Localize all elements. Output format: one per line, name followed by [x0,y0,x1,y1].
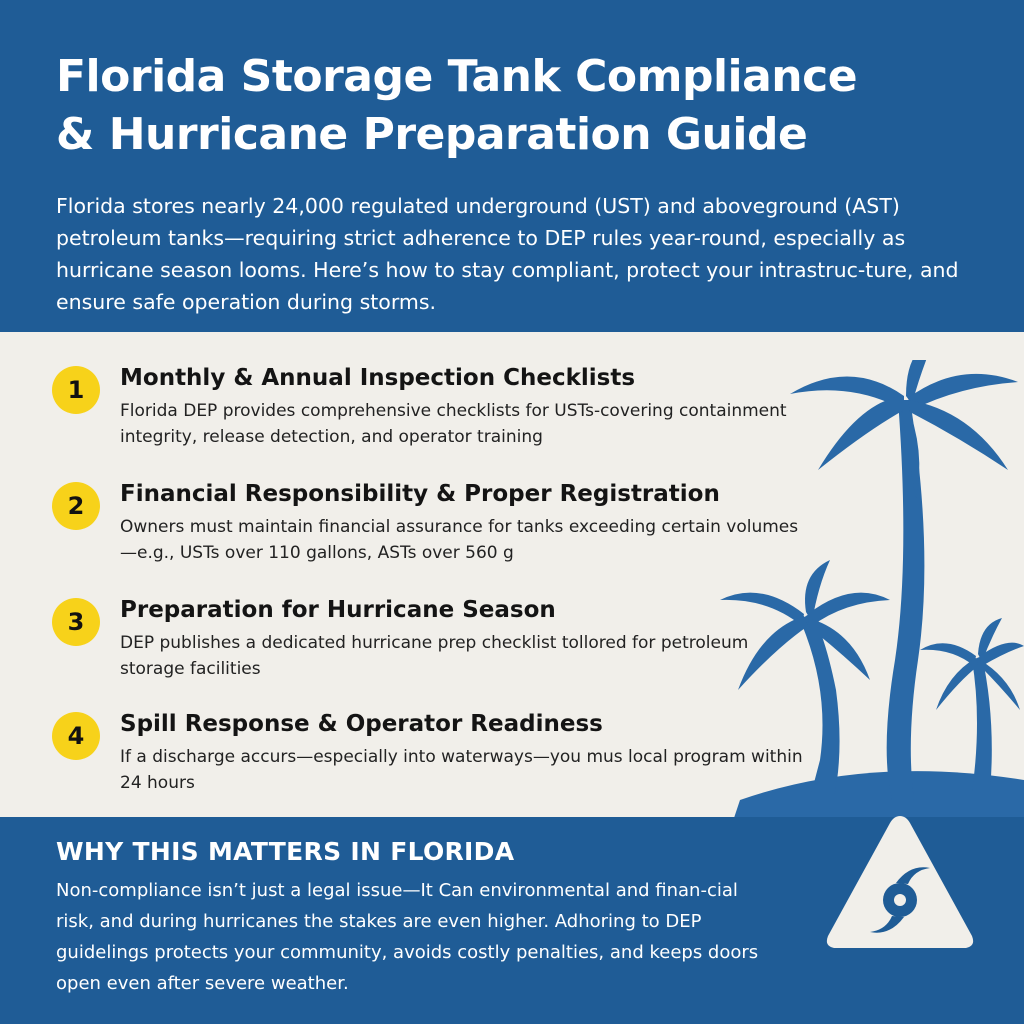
number-badge: 1 [52,366,100,414]
intro-paragraph: Florida stores nearly 24,000 regulated underground (UST) and aboveground (AST) petroleum tanks—requiring strict adherence to DEP rules year-round, especially as hurricane season looms. Here’s how to stay compliant, protect your intrastruc-ture, and ensure safe operation during storms. [56,194,959,314]
title-line-2: & Hurricane Preparation Guide [56,109,808,160]
item-title: Monthly & Annual Inspection Checklists [120,365,636,391]
why-text: Non-compliance isn’t just a legal issue—It Can environmental and finan-cial risk, and during hurricanes the stakes are even higher. Adhoring to DEP guidelings protects your community, avoids costly penalties, and keeps doors open even after severe weather. [56,880,759,994]
item-description: If a discharge accurs—especially into waterways—you mus local program within 24 hours [120,747,803,793]
number-badge: 3 [52,598,100,646]
title-line-1: Florida Storage Tank Compliance [56,51,858,102]
item-description: Owners must maintain financial assurance for tanks exceeding certain volumes—e.g., USTs over 110 gallons, ASTs over 560 g [120,517,799,563]
page-title [56,48,968,164]
item-title: Financial Responsibility & Proper Registration [120,481,720,507]
header-banner [0,0,1024,332]
why-title: WHY THIS MATTERS IN FLORIDA [56,837,515,866]
hurricane-warning-icon [822,808,978,956]
item-title: Preparation for Hurricane Season [120,597,556,623]
item-title: Spill Response & Operator Readiness [120,711,603,737]
number-badge: 4 [52,712,100,760]
number-badge: 2 [52,482,100,530]
palm-trees-icon [720,360,1024,830]
item-description: Florida DEP provides comprehensive checklists for USTs-covering containment integrity, release detection, and operator training [120,401,787,447]
item-description: DEP publishes a dedicated hurricane prep checklist tollored for petroleum storage facilities [120,633,749,679]
